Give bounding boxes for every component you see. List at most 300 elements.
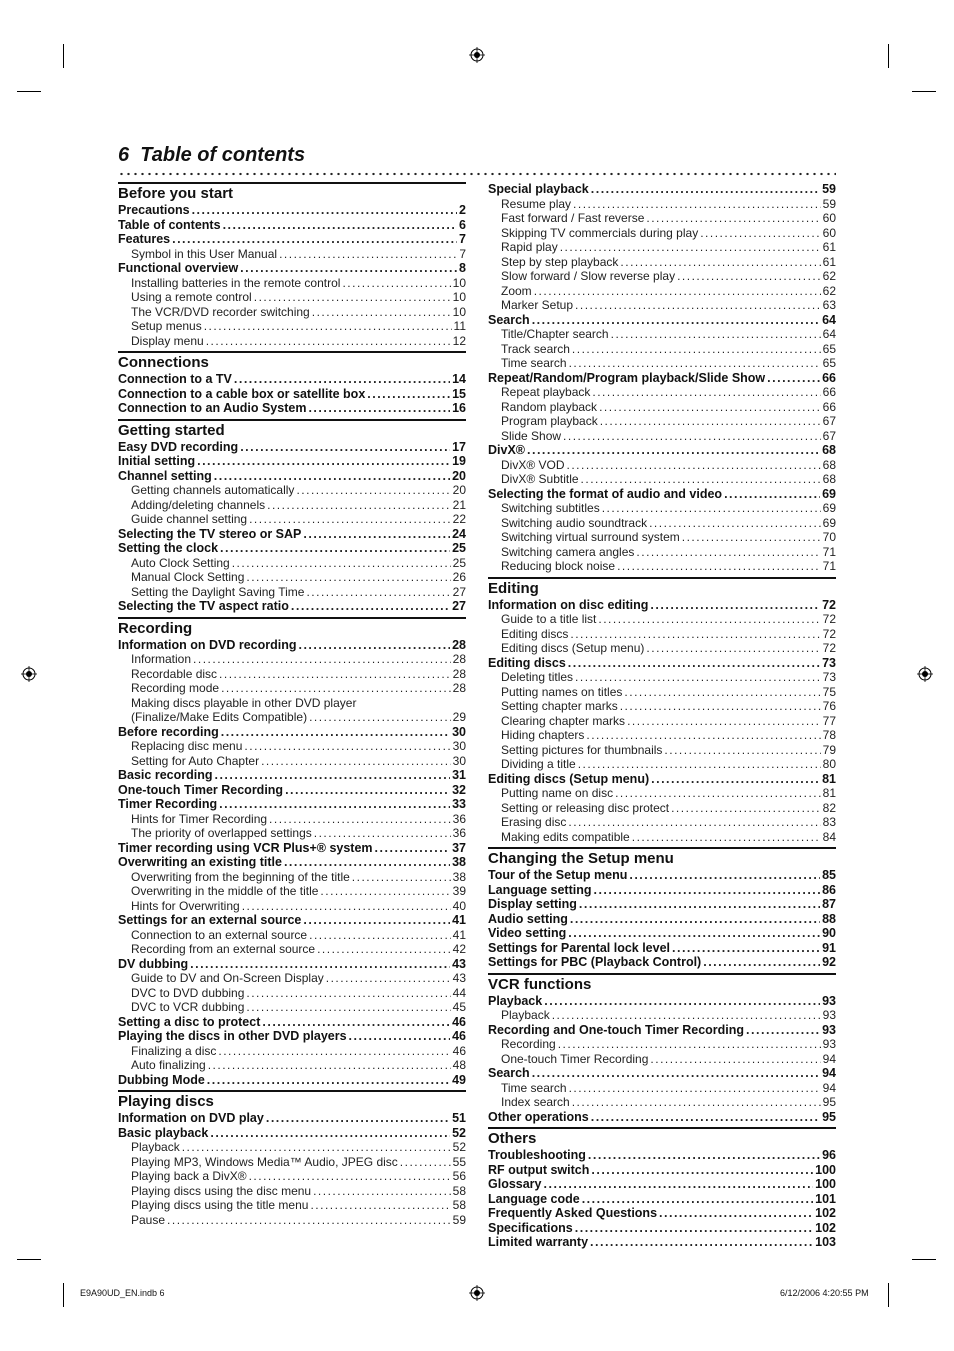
toc-entry-label: One-touch Timer Recording xyxy=(501,1051,649,1066)
dot-leader xyxy=(534,284,821,299)
dot-leader xyxy=(352,870,451,885)
toc-subentry[interactable] xyxy=(488,627,836,642)
toc-entry-label: Finalizing a disc xyxy=(131,1043,217,1058)
toc-subentry[interactable] xyxy=(118,942,466,957)
toc-page-number: 69 xyxy=(822,501,836,515)
toc-entry[interactable] xyxy=(488,897,836,912)
toc-entry[interactable] xyxy=(488,926,836,941)
dot-leader xyxy=(232,556,451,571)
toc-entry-label: Setup menus xyxy=(131,319,202,333)
toc-page-number: 100 xyxy=(815,1177,836,1191)
toc-subentry[interactable] xyxy=(488,226,836,241)
toc-page-number: 43 xyxy=(452,956,466,971)
toc-entry[interactable] xyxy=(488,868,836,883)
toc-entry[interactable] xyxy=(488,443,836,458)
toc-subentry[interactable] xyxy=(118,1000,466,1015)
toc-subentry[interactable] xyxy=(118,1169,466,1184)
toc-subentry[interactable] xyxy=(118,667,466,682)
toc-entry[interactable] xyxy=(118,1111,466,1126)
toc-page-number: 68 xyxy=(822,457,836,472)
toc-entry[interactable] xyxy=(488,1066,836,1081)
toc-entry-label: Recording from an external source xyxy=(131,942,316,956)
toc-entry[interactable] xyxy=(118,855,466,870)
toc-subentry[interactable] xyxy=(118,826,466,841)
dot-leader xyxy=(700,226,820,241)
toc-page-number: 93 xyxy=(822,1037,836,1051)
toc-subentry[interactable] xyxy=(488,501,836,516)
toc-entry-label: Table of contents xyxy=(118,217,221,232)
dot-leader xyxy=(219,797,450,812)
toc-subentry[interactable] xyxy=(488,530,836,545)
toc-page-number: 28 xyxy=(452,681,466,695)
toc-subentry[interactable] xyxy=(488,685,836,700)
toc-subentry[interactable] xyxy=(118,870,466,885)
toc-entry[interactable] xyxy=(118,454,466,469)
footer-file: E9A90UD_EN.indb 6 xyxy=(80,1288,165,1298)
toc-subentry[interactable] xyxy=(488,801,836,816)
toc-entry[interactable] xyxy=(488,1163,836,1178)
toc-entry-label: Guide channel setting xyxy=(131,512,248,526)
dot-leader xyxy=(306,585,450,600)
toc-entry[interactable] xyxy=(118,218,466,233)
toc-subentry[interactable] xyxy=(118,290,466,305)
toc-entry-label: Time search xyxy=(501,1080,567,1095)
toc-entry[interactable] xyxy=(488,598,836,613)
toc-subentry[interactable] xyxy=(488,240,836,255)
toc-entry[interactable] xyxy=(118,638,466,653)
toc-subentry[interactable] xyxy=(118,556,466,571)
toc-subentry[interactable] xyxy=(488,728,836,743)
toc-page-number: 24 xyxy=(452,526,466,541)
dot-leader xyxy=(588,1148,820,1163)
toc-page-number: 38 xyxy=(452,855,466,869)
toc-section xyxy=(488,847,836,970)
toc-subentry[interactable] xyxy=(118,1044,466,1059)
toc-subentry[interactable] xyxy=(118,570,466,585)
toc-left-column xyxy=(118,182,466,1230)
toc-entry[interactable] xyxy=(118,469,466,484)
toc-subentry[interactable] xyxy=(118,334,466,349)
toc-entry-label: Frequently Asked Questions xyxy=(488,1206,658,1220)
toc-entry-label: Playback xyxy=(488,993,543,1008)
dot-leader xyxy=(221,725,450,740)
dot-leader xyxy=(262,1015,450,1030)
toc-subentry[interactable] xyxy=(488,1037,836,1052)
toc-entry-label: Slow forward / Slow reverse play xyxy=(501,269,676,283)
toc-entry[interactable] xyxy=(488,1177,836,1192)
toc-subentry[interactable] xyxy=(118,971,466,986)
dot-leader xyxy=(572,1095,821,1110)
dot-leader xyxy=(313,1184,451,1199)
toc-subentry[interactable] xyxy=(488,559,836,574)
toc-subentry[interactable] xyxy=(488,356,836,371)
toc-entry[interactable] xyxy=(488,371,836,386)
toc-entry-label: DVC to VCR dubbing xyxy=(131,1000,245,1014)
toc-subentry[interactable] xyxy=(118,884,466,899)
toc-entry[interactable] xyxy=(118,797,466,812)
toc-entry-label: Track search xyxy=(501,341,570,356)
toc-subentry[interactable] xyxy=(488,830,836,845)
toc-entry-label: Skipping TV commercials during play xyxy=(501,225,699,240)
toc-page-number: 37 xyxy=(452,840,466,855)
toc-subentry[interactable] xyxy=(118,498,466,513)
toc-subentry[interactable] xyxy=(488,757,836,772)
toc-entry-label: Dividing a title xyxy=(501,757,576,771)
dot-leader xyxy=(254,290,451,305)
toc-entry[interactable] xyxy=(118,541,466,556)
dot-leader xyxy=(284,855,450,870)
dot-leader xyxy=(650,598,820,613)
toc-entry-label: Adding/deleting channels xyxy=(131,497,266,512)
crop-mark xyxy=(912,91,936,92)
toc-page-number: 96 xyxy=(822,1148,836,1162)
toc-entry-label: Information on DVD play xyxy=(118,1111,264,1125)
dot-leader xyxy=(246,986,450,1001)
toc-subentry[interactable] xyxy=(488,641,836,656)
dot-leader xyxy=(279,247,457,262)
toc-page-number: 48 xyxy=(452,1058,466,1072)
toc-entry[interactable] xyxy=(118,440,466,455)
toc-entry-label: Installing batteries in the remote control xyxy=(131,275,341,290)
toc-entry[interactable] xyxy=(488,994,836,1009)
dot-leader xyxy=(204,319,452,334)
toc-entry-label: Erasing disc xyxy=(501,815,567,829)
toc-subentry[interactable] xyxy=(118,276,466,291)
toc-entry[interactable] xyxy=(488,487,836,502)
toc-subentry[interactable] xyxy=(488,1095,836,1110)
toc-entry-label: Guide to a title list xyxy=(501,612,597,626)
dot-leader xyxy=(573,197,821,212)
toc-entry[interactable] xyxy=(118,1015,466,1030)
toc-subentry[interactable] xyxy=(118,754,466,769)
toc-page-number: 10 xyxy=(452,304,466,319)
toc-subentry[interactable] xyxy=(488,699,836,714)
toc-entry[interactable] xyxy=(118,783,466,798)
toc-entry-label: Hints for Timer Recording xyxy=(131,811,268,826)
toc-page-number: 102 xyxy=(815,1220,836,1235)
toc-entry[interactable] xyxy=(488,1206,836,1221)
toc-subentry[interactable] xyxy=(118,928,466,943)
toc-entry[interactable] xyxy=(488,182,836,197)
toc-page-number: 72 xyxy=(822,612,836,626)
dot-leader xyxy=(620,699,821,714)
toc-entry[interactable] xyxy=(488,1235,836,1250)
toc-section xyxy=(118,419,466,614)
toc-subentry[interactable] xyxy=(488,1081,836,1096)
toc-subentry[interactable] xyxy=(118,812,466,827)
toc-subentry[interactable] xyxy=(488,298,836,313)
toc-page-number: 80 xyxy=(822,757,836,771)
toc-page-number: 25 xyxy=(452,541,466,555)
toc-entry-label: Audio setting xyxy=(488,911,568,926)
toc-entry-label: Manual Clock Setting xyxy=(131,570,245,584)
toc-subentry[interactable] xyxy=(488,472,836,487)
toc-subentry[interactable] xyxy=(488,612,836,627)
toc-entry[interactable] xyxy=(118,1029,466,1044)
toc-section xyxy=(118,182,466,348)
toc-page-number: 8 xyxy=(459,261,466,275)
toc-subentry[interactable] xyxy=(488,786,836,801)
toc-section xyxy=(118,351,466,416)
toc-entry[interactable] xyxy=(118,232,466,247)
crop-mark xyxy=(888,1283,889,1307)
toc-subentry[interactable] xyxy=(118,1155,466,1170)
toc-entry-label: Editing discs (Setup menu) xyxy=(501,641,645,655)
toc-entry-label: Random playback xyxy=(501,399,598,414)
toc-entry[interactable] xyxy=(118,725,466,740)
toc-entry[interactable] xyxy=(118,1126,466,1141)
toc-subentry[interactable] xyxy=(488,1008,836,1023)
toc-entry-label: DivX® VOD xyxy=(501,457,565,472)
toc-subentry[interactable] xyxy=(118,1198,466,1213)
toc-subentry[interactable] xyxy=(488,516,836,531)
toc-subentry[interactable] xyxy=(488,815,836,830)
toc-entry[interactable] xyxy=(488,1148,836,1163)
toc-subentry[interactable] xyxy=(118,305,466,320)
toc-subentry[interactable] xyxy=(488,414,836,429)
toc-entry-label: Repeat playback xyxy=(501,385,591,399)
toc-entry-label: Marker Setup xyxy=(501,298,574,312)
toc-entry-label: Setting the Daylight Saving Time xyxy=(131,584,305,599)
toc-entry-label: Before recording xyxy=(118,724,219,739)
toc-subentry[interactable] xyxy=(488,342,836,357)
toc-entry-label: Pause xyxy=(131,1212,166,1227)
toc-page-number: 29 xyxy=(452,710,466,724)
toc-entry[interactable] xyxy=(488,1192,836,1207)
toc-entry-label: Playback xyxy=(501,1008,550,1022)
toc-entry-label: Switching subtitles xyxy=(501,501,600,515)
dot-leader xyxy=(309,928,451,943)
toc-subentry[interactable] xyxy=(118,585,466,600)
toc-subentry[interactable] xyxy=(488,743,836,758)
toc-page-number: 20 xyxy=(452,468,466,483)
dot-leader xyxy=(167,1213,451,1228)
toc-page-number: 7 xyxy=(459,232,466,246)
toc-entry[interactable] xyxy=(488,883,836,898)
toc-subentry[interactable] xyxy=(488,211,836,226)
toc-page-number: 92 xyxy=(822,955,836,969)
toc-page-number: 66 xyxy=(822,385,836,399)
toc-subentry[interactable] xyxy=(118,319,466,334)
toc-entry[interactable] xyxy=(488,941,836,956)
toc-page-number: 41 xyxy=(452,927,466,942)
toc-entry-label: Connection to an Audio System xyxy=(118,401,307,415)
toc-entry-label: Timer Recording xyxy=(118,797,218,811)
toc-subentry[interactable] xyxy=(488,545,836,560)
toc-entry[interactable] xyxy=(488,772,836,787)
toc-entry-label: Rapid play xyxy=(501,240,558,254)
dot-leader xyxy=(636,545,820,560)
toc-entry-label: Switching audio soundtrack xyxy=(501,515,648,530)
toc-subentry[interactable] xyxy=(118,739,466,754)
toc-page-number: 91 xyxy=(822,940,836,955)
toc-page-number: 103 xyxy=(815,1235,836,1249)
toc-page-number: 42 xyxy=(452,942,466,956)
toc-page-number: 33 xyxy=(452,797,466,811)
dot-leader xyxy=(569,356,821,371)
toc-subentry[interactable] xyxy=(488,458,836,473)
toc-page-number: 72 xyxy=(822,641,836,655)
toc-entry[interactable] xyxy=(488,313,836,328)
toc-subentry[interactable] xyxy=(118,681,466,696)
toc-page-number: 85 xyxy=(822,868,836,882)
toc-entry[interactable] xyxy=(118,401,466,416)
toc-entry-label: Auto Clock Setting xyxy=(131,555,230,570)
toc-entry-label: Step by step playback xyxy=(501,254,619,269)
toc-entry-label: The VCR/DVD recorder switching xyxy=(131,304,310,319)
dot-leader xyxy=(598,612,820,627)
toc-entry-label: Making edits compatible xyxy=(501,829,630,844)
toc-entry-label: Overwriting in the middle of the title xyxy=(131,884,319,898)
toc-subentry[interactable] xyxy=(118,652,466,667)
toc-entry[interactable] xyxy=(488,955,836,970)
crop-mark xyxy=(17,1259,41,1260)
registration-mark-icon xyxy=(469,1285,485,1301)
dot-leader xyxy=(646,641,820,656)
dot-leader xyxy=(651,772,820,787)
toc-subentry[interactable] xyxy=(488,197,836,212)
toc-entry-label: Glossary xyxy=(488,1177,542,1191)
toc-entry[interactable] xyxy=(118,261,466,276)
dot-leader xyxy=(249,512,451,527)
toc-entry-label: RF output switch xyxy=(488,1162,590,1177)
toc-page-number: 59 xyxy=(452,1212,466,1227)
dot-leader xyxy=(570,912,820,927)
toc-subentry[interactable] xyxy=(488,255,836,270)
toc-subentry[interactable] xyxy=(118,512,466,527)
toc-entry[interactable] xyxy=(118,387,466,402)
toc-subentry[interactable] xyxy=(118,1213,466,1228)
page-number: 6 xyxy=(118,144,130,166)
toc-page-number: 52 xyxy=(452,1140,466,1154)
toc-entry[interactable] xyxy=(118,203,466,218)
toc-page-number: 14 xyxy=(452,372,466,386)
toc-entry-label: Playing the discs in other DVD players xyxy=(118,1029,347,1043)
toc-entry[interactable] xyxy=(488,1023,836,1038)
toc-subentry[interactable] xyxy=(118,710,466,725)
toc-page-number: 16 xyxy=(452,401,466,415)
toc-subentry[interactable] xyxy=(488,429,836,444)
toc-page-number: 61 xyxy=(822,240,836,254)
toc-entry[interactable] xyxy=(118,1073,466,1088)
toc-subentry[interactable] xyxy=(488,1052,836,1067)
dot-leader xyxy=(664,743,820,758)
dot-leader xyxy=(249,1169,451,1184)
toc-subentry[interactable] xyxy=(118,986,466,1001)
toc-entry-label: Connection to a TV xyxy=(118,372,232,386)
toc-entry[interactable] xyxy=(118,841,466,856)
toc-entry[interactable] xyxy=(488,1110,836,1125)
toc-entry-label: One-touch Timer Recording xyxy=(118,782,284,797)
toc-entry-label: Switching camera angles xyxy=(501,544,635,559)
toc-entry[interactable] xyxy=(118,527,466,542)
toc-entry-label: Initial setting xyxy=(118,454,196,468)
toc-entry[interactable] xyxy=(118,957,466,972)
toc-subentry[interactable] xyxy=(118,247,466,262)
toc-entry[interactable] xyxy=(488,1221,836,1236)
dot-leader xyxy=(312,305,451,320)
toc-entry[interactable] xyxy=(118,372,466,387)
toc-subentry[interactable] xyxy=(488,327,836,342)
dot-leader xyxy=(677,269,821,284)
toc-page-number: 94 xyxy=(822,1066,836,1080)
toc-page-number: 88 xyxy=(822,911,836,926)
toc-subentry[interactable] xyxy=(488,670,836,685)
toc-subentry[interactable] xyxy=(118,1184,466,1199)
registration-mark-icon xyxy=(917,666,933,682)
toc-page-number: 68 xyxy=(822,443,836,457)
toc-section xyxy=(118,1090,466,1227)
toc-subentry[interactable] xyxy=(118,483,466,498)
toc-entry-label: Setting chapter marks xyxy=(501,699,618,713)
toc-page-number: 65 xyxy=(822,341,836,356)
dot-leader xyxy=(527,443,820,458)
toc-subentry[interactable] xyxy=(118,899,466,914)
dot-leader xyxy=(560,240,821,255)
toc-page-number: 27 xyxy=(452,599,466,613)
toc-subentry[interactable] xyxy=(118,1058,466,1073)
toc-entry[interactable] xyxy=(118,599,466,614)
dot-leader xyxy=(578,757,821,772)
dot-leader xyxy=(246,1000,450,1015)
toc-entry-label: Recordable disc xyxy=(131,666,218,681)
toc-entry-label: Overwriting from the beginning of the title xyxy=(131,869,350,884)
toc-page-number: 70 xyxy=(822,530,836,544)
toc-page-number: 17 xyxy=(452,439,466,454)
toc-page-number: 71 xyxy=(822,544,836,559)
toc-section xyxy=(488,973,836,1125)
toc-page-number: 43 xyxy=(452,971,466,985)
toc-page-number: 73 xyxy=(822,670,836,684)
toc-entry-label: Display setting xyxy=(488,897,577,911)
toc-subentry[interactable] xyxy=(488,284,836,299)
toc-entry[interactable] xyxy=(118,768,466,783)
dot-leader xyxy=(611,327,821,342)
toc-subentry[interactable] xyxy=(488,385,836,400)
dot-leader xyxy=(214,469,450,484)
toc-subentry[interactable] xyxy=(118,1140,466,1155)
toc-entry-label: Troubleshooting xyxy=(488,1148,586,1162)
toc-subentry[interactable] xyxy=(488,400,836,415)
toc-page-number: 59 xyxy=(822,196,836,211)
toc-page-number: 83 xyxy=(822,815,836,829)
dot-leader xyxy=(240,440,450,455)
dot-leader xyxy=(599,400,821,415)
toc-entry[interactable] xyxy=(488,912,836,927)
dot-leader xyxy=(746,1023,820,1038)
toc-entry-label: DV dubbing xyxy=(118,956,189,971)
dot-leader xyxy=(552,1008,821,1023)
toc-page-number: 87 xyxy=(822,897,836,911)
toc-entry-label: Channel setting xyxy=(118,468,212,483)
toc-entry-label: Special playback xyxy=(488,182,589,196)
toc-entry[interactable] xyxy=(488,656,836,671)
dot-leader xyxy=(649,516,821,531)
toc-entry-label: Putting names on titles xyxy=(501,684,623,699)
toc-page-number: 28 xyxy=(452,666,466,681)
dot-leader xyxy=(342,276,450,291)
toc-subentry[interactable] xyxy=(488,714,836,729)
toc-subentry[interactable] xyxy=(488,269,836,284)
toc-entry-label: Connection to a cable box or satellite box xyxy=(118,386,366,401)
toc-entry-label: Index search xyxy=(501,1095,570,1109)
toc-entry-label: Basic recording xyxy=(118,768,213,782)
dot-leader xyxy=(221,681,451,696)
toc-entry[interactable] xyxy=(118,913,466,928)
toc-page-number: 69 xyxy=(822,486,836,501)
toc-page-number: 38 xyxy=(452,869,466,884)
toc-page-number: 36 xyxy=(452,811,466,826)
